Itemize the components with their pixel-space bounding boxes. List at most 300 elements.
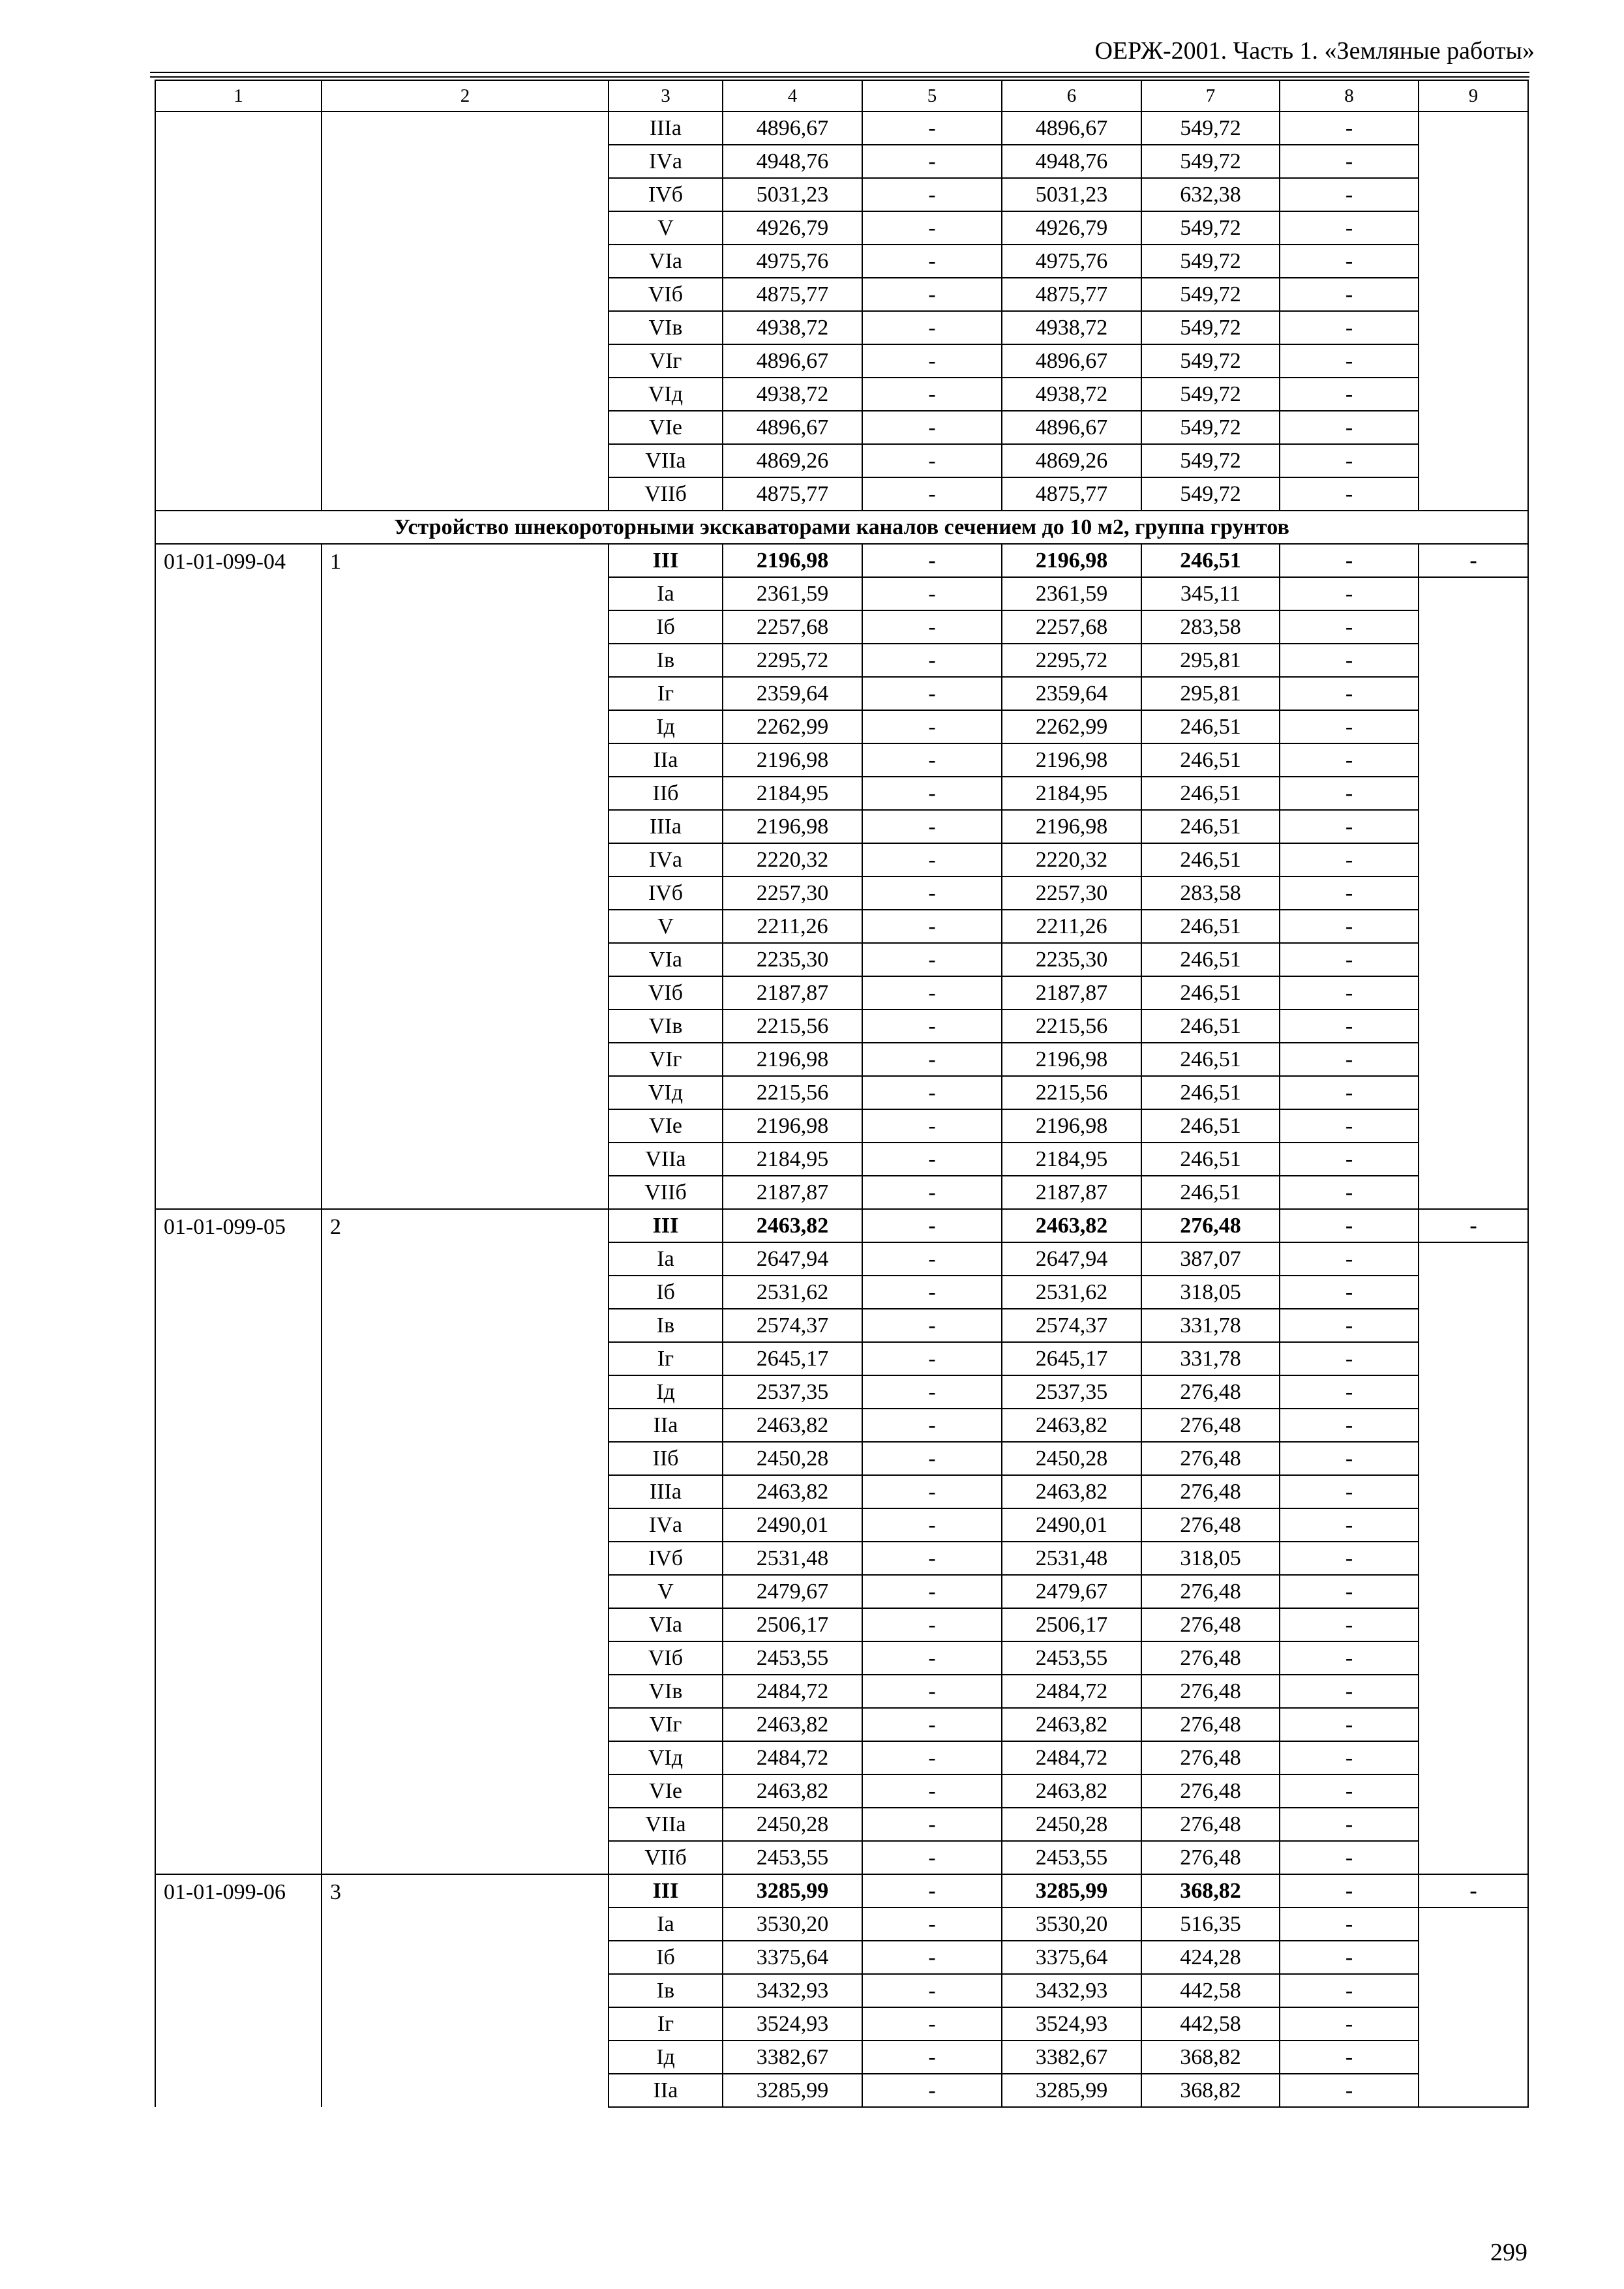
- value-cell: -: [1280, 910, 1419, 943]
- value-cell: 4948,76: [723, 145, 862, 178]
- value-cell: 4875,77: [723, 278, 862, 311]
- col9-cell: [1419, 311, 1528, 344]
- value-cell: 2537,35: [723, 1375, 862, 1409]
- value-cell: -: [1280, 1708, 1419, 1741]
- value-cell: 2196,98: [1002, 743, 1141, 777]
- col9-cell: [1419, 411, 1528, 444]
- value-cell: 549,72: [1141, 444, 1280, 477]
- code-cell: [155, 278, 322, 311]
- value-cell: -: [862, 278, 1002, 311]
- value-cell: 276,48: [1141, 1675, 1280, 1708]
- section-title: Устройство шнекороторными экскаваторами каналов сечением до 10 м2, группа грунтов: [155, 511, 1528, 544]
- soil-group-cell: III: [609, 544, 723, 577]
- value-cell: 2463,82: [723, 1409, 862, 1442]
- value-cell: -: [1280, 1176, 1419, 1209]
- value-cell: -: [1280, 2007, 1419, 2041]
- value-cell: 2184,95: [1002, 777, 1141, 810]
- value-cell: 345,11: [1141, 577, 1280, 610]
- soil-group-cell: VIе: [609, 1774, 723, 1808]
- value-cell: 3432,93: [1002, 1974, 1141, 2007]
- table-row: [155, 411, 1528, 444]
- soil-group-cell: IIа: [609, 2074, 723, 2107]
- name-cell: [322, 211, 609, 245]
- col9-cell: [1419, 1708, 1528, 1741]
- value-cell: 2295,72: [1002, 644, 1141, 677]
- value-cell: 2257,68: [723, 610, 862, 644]
- code-cell: [155, 211, 322, 245]
- value-cell: 2647,94: [723, 1242, 862, 1276]
- soil-group-cell: VIб: [609, 976, 723, 1010]
- value-cell: 3530,20: [1002, 1908, 1141, 1941]
- value-cell: -: [862, 843, 1002, 876]
- value-cell: -: [1280, 710, 1419, 743]
- soil-group-cell: IVа: [609, 145, 723, 178]
- value-cell: 4896,67: [1002, 112, 1141, 145]
- value-cell: -: [862, 677, 1002, 710]
- value-cell: 4869,26: [723, 444, 862, 477]
- value-cell: 2453,55: [1002, 1641, 1141, 1675]
- value-cell: -: [1280, 411, 1419, 444]
- value-cell: 2196,98: [1002, 544, 1141, 577]
- soil-group-cell: VIг: [609, 344, 723, 378]
- value-cell: -: [1280, 1874, 1419, 1908]
- col9-cell: [1419, 245, 1528, 278]
- value-cell: -: [862, 1542, 1002, 1575]
- value-cell: 246,51: [1141, 910, 1280, 943]
- value-cell: 549,72: [1141, 211, 1280, 245]
- value-cell: 2359,64: [1002, 677, 1141, 710]
- value-cell: -: [862, 610, 1002, 644]
- name-cell: [322, 344, 609, 378]
- value-cell: 246,51: [1141, 1043, 1280, 1076]
- value-cell: -: [1280, 1542, 1419, 1575]
- value-cell: -: [1280, 477, 1419, 511]
- value-cell: 424,28: [1141, 1941, 1280, 1974]
- soil-group-cell: Iб: [609, 1941, 723, 1974]
- value-cell: -: [1280, 378, 1419, 411]
- value-cell: 4875,77: [1002, 278, 1141, 311]
- soil-group-cell: Iб: [609, 610, 723, 644]
- value-cell: -: [862, 477, 1002, 511]
- soil-group-cell: VIе: [609, 1109, 723, 1143]
- value-cell: 276,48: [1141, 1409, 1280, 1442]
- value-cell: 2531,48: [1002, 1542, 1141, 1575]
- soil-group-cell: Iг: [609, 1342, 723, 1375]
- column-number-row: [155, 80, 1528, 112]
- soil-group-cell: IIб: [609, 777, 723, 810]
- col9-cell: [1419, 112, 1528, 145]
- soil-group-cell: IIIа: [609, 1475, 723, 1508]
- value-cell: 2220,32: [1002, 843, 1141, 876]
- value-cell: -: [1280, 1675, 1419, 1708]
- value-cell: -: [862, 876, 1002, 910]
- col9-cell: [1419, 1143, 1528, 1176]
- rate-name-cell: 3: [322, 1874, 609, 2107]
- table-row: [155, 477, 1528, 511]
- col9-cell: [1419, 2074, 1528, 2107]
- value-cell: 3285,99: [1002, 1874, 1141, 1908]
- value-cell: -: [862, 644, 1002, 677]
- col9-cell: [1419, 1076, 1528, 1109]
- col9-cell: [1419, 976, 1528, 1010]
- value-cell: 246,51: [1141, 1010, 1280, 1043]
- page-number: 299: [1490, 2239, 1527, 2266]
- value-cell: 2211,26: [723, 910, 862, 943]
- value-cell: 549,72: [1141, 378, 1280, 411]
- value-cell: 295,81: [1141, 644, 1280, 677]
- value-cell: 2453,55: [1002, 1841, 1141, 1874]
- col9-cell: [1419, 278, 1528, 311]
- col9-cell: [1419, 1608, 1528, 1641]
- value-cell: 2361,59: [1002, 577, 1141, 610]
- value-cell: -: [1280, 1508, 1419, 1542]
- value-cell: 2537,35: [1002, 1375, 1141, 1409]
- value-cell: 549,72: [1141, 145, 1280, 178]
- col9-cell: [1419, 1043, 1528, 1076]
- value-cell: 331,78: [1141, 1342, 1280, 1375]
- value-cell: -: [1280, 1375, 1419, 1409]
- name-cell: [322, 311, 609, 344]
- value-cell: 276,48: [1141, 1475, 1280, 1508]
- table-row: [155, 278, 1528, 311]
- value-cell: 3375,64: [1002, 1941, 1141, 1974]
- value-cell: -: [862, 1974, 1002, 2007]
- col9-cell: [1419, 1908, 1528, 1941]
- value-cell: -: [1280, 1475, 1419, 1508]
- value-cell: 2574,37: [723, 1309, 862, 1342]
- col9-cell: [1419, 1309, 1528, 1342]
- soil-group-cell: Iв: [609, 1974, 723, 2007]
- value-cell: -: [1280, 1309, 1419, 1342]
- value-cell: 2463,82: [1002, 1708, 1141, 1741]
- value-cell: -: [1280, 1442, 1419, 1475]
- soil-group-cell: VIIб: [609, 1176, 723, 1209]
- value-cell: 4938,72: [723, 311, 862, 344]
- value-cell: -: [1280, 943, 1419, 976]
- value-cell: -: [1280, 810, 1419, 843]
- value-cell: 2215,56: [723, 1010, 862, 1043]
- value-cell: 4926,79: [1002, 211, 1141, 245]
- soil-group-cell: Iа: [609, 1908, 723, 1941]
- value-cell: 318,05: [1141, 1542, 1280, 1575]
- value-cell: -: [862, 943, 1002, 976]
- value-cell: -: [1280, 677, 1419, 710]
- soil-group-cell: VIа: [609, 943, 723, 976]
- rate-code-cell: 01-01-099-05: [155, 1209, 322, 1874]
- value-cell: -: [1280, 1641, 1419, 1675]
- soil-group-cell: VIа: [609, 245, 723, 278]
- value-cell: -: [1280, 1409, 1419, 1442]
- col9-cell: [1419, 910, 1528, 943]
- col9-cell: -: [1419, 1209, 1528, 1242]
- value-cell: 246,51: [1141, 943, 1280, 976]
- value-cell: -: [1280, 1841, 1419, 1874]
- table-row: [155, 311, 1528, 344]
- section-header-row: [155, 511, 1528, 544]
- value-cell: 2196,98: [723, 810, 862, 843]
- value-cell: -: [862, 311, 1002, 344]
- soil-group-cell: IVа: [609, 1508, 723, 1542]
- value-cell: -: [1280, 1741, 1419, 1774]
- soil-group-cell: Iа: [609, 577, 723, 610]
- value-cell: 2506,17: [723, 1608, 862, 1641]
- value-cell: 276,48: [1141, 1608, 1280, 1641]
- col9-cell: [1419, 1675, 1528, 1708]
- column-number-cell: 8: [1280, 80, 1419, 112]
- value-cell: 4948,76: [1002, 145, 1141, 178]
- value-cell: -: [1280, 1010, 1419, 1043]
- soil-group-cell: Iг: [609, 2007, 723, 2041]
- col9-cell: [1419, 444, 1528, 477]
- value-cell: -: [862, 1774, 1002, 1808]
- value-cell: 2490,01: [723, 1508, 862, 1542]
- value-cell: 276,48: [1141, 1708, 1280, 1741]
- value-cell: -: [862, 1575, 1002, 1608]
- table-row: [155, 378, 1528, 411]
- table-row: [155, 145, 1528, 178]
- value-cell: 246,51: [1141, 976, 1280, 1010]
- value-cell: -: [862, 1209, 1002, 1242]
- col9-cell: [1419, 777, 1528, 810]
- value-cell: 2645,17: [723, 1342, 862, 1375]
- value-cell: 4938,72: [1002, 311, 1141, 344]
- col9-cell: [1419, 2041, 1528, 2074]
- soil-group-cell: V: [609, 211, 723, 245]
- value-cell: 246,51: [1141, 743, 1280, 777]
- value-cell: 276,48: [1141, 1741, 1280, 1774]
- rate-name-cell: 1: [322, 544, 609, 1209]
- value-cell: -: [862, 1010, 1002, 1043]
- col9-cell: -: [1419, 544, 1528, 577]
- value-cell: -: [1280, 278, 1419, 311]
- value-cell: 276,48: [1141, 1442, 1280, 1475]
- value-cell: -: [862, 178, 1002, 211]
- value-cell: 246,51: [1141, 1076, 1280, 1109]
- value-cell: -: [862, 1276, 1002, 1309]
- col9-cell: [1419, 1508, 1528, 1542]
- col9-cell: [1419, 477, 1528, 511]
- value-cell: -: [1280, 777, 1419, 810]
- value-cell: -: [862, 1675, 1002, 1708]
- value-cell: 549,72: [1141, 411, 1280, 444]
- table-row: [155, 1874, 1528, 1908]
- col9-cell: [1419, 843, 1528, 876]
- value-cell: 2257,68: [1002, 610, 1141, 644]
- value-cell: 4926,79: [723, 211, 862, 245]
- value-cell: 2484,72: [723, 1675, 862, 1708]
- value-cell: -: [862, 378, 1002, 411]
- rate-name-cell: 2: [322, 1209, 609, 1874]
- soil-group-cell: IIа: [609, 1409, 723, 1442]
- value-cell: -: [862, 1741, 1002, 1774]
- soil-group-cell: VIв: [609, 311, 723, 344]
- value-cell: 2479,67: [1002, 1575, 1141, 1608]
- value-cell: 2463,82: [723, 1774, 862, 1808]
- col9-cell: [1419, 1542, 1528, 1575]
- soil-group-cell: VIг: [609, 1708, 723, 1741]
- value-cell: -: [1280, 1242, 1419, 1276]
- soil-group-cell: IVб: [609, 1542, 723, 1575]
- value-cell: 549,72: [1141, 311, 1280, 344]
- value-cell: -: [1280, 876, 1419, 910]
- column-number-cell: 1: [155, 80, 322, 112]
- value-cell: 3375,64: [723, 1941, 862, 1974]
- value-cell: -: [1280, 2074, 1419, 2107]
- value-cell: 2359,64: [723, 677, 862, 710]
- value-cell: -: [862, 1641, 1002, 1675]
- value-cell: 2361,59: [723, 577, 862, 610]
- col9-cell: [1419, 378, 1528, 411]
- value-cell: 2484,72: [1002, 1675, 1141, 1708]
- value-cell: -: [1280, 2041, 1419, 2074]
- soil-group-cell: VIIа: [609, 444, 723, 477]
- value-cell: -: [1280, 1974, 1419, 2007]
- table-row: [155, 544, 1528, 577]
- soil-group-cell: VIг: [609, 1043, 723, 1076]
- value-cell: -: [1280, 544, 1419, 577]
- value-cell: -: [862, 577, 1002, 610]
- value-cell: 2531,62: [1002, 1276, 1141, 1309]
- value-cell: -: [862, 1442, 1002, 1475]
- soil-group-cell: VIIб: [609, 1841, 723, 1874]
- value-cell: -: [1280, 444, 1419, 477]
- col9-cell: [1419, 1242, 1528, 1276]
- soil-group-cell: VIIа: [609, 1808, 723, 1841]
- value-cell: 276,48: [1141, 1575, 1280, 1608]
- col9-cell: [1419, 610, 1528, 644]
- col9-cell: [1419, 1841, 1528, 1874]
- table-row: [155, 344, 1528, 378]
- value-cell: -: [1280, 1076, 1419, 1109]
- value-cell: 368,82: [1141, 2074, 1280, 2107]
- value-cell: 2463,82: [1002, 1475, 1141, 1508]
- col9-cell: [1419, 1375, 1528, 1409]
- value-cell: 2450,28: [1002, 1442, 1141, 1475]
- header-rule: [150, 72, 1529, 73]
- column-number-cell: 5: [862, 80, 1002, 112]
- soil-group-cell: IVб: [609, 178, 723, 211]
- soil-group-cell: VIд: [609, 1076, 723, 1109]
- value-cell: -: [862, 1043, 1002, 1076]
- code-cell: [155, 112, 322, 145]
- value-cell: -: [1280, 1209, 1419, 1242]
- value-cell: -: [1280, 1608, 1419, 1641]
- value-cell: 2647,94: [1002, 1242, 1141, 1276]
- value-cell: 2490,01: [1002, 1508, 1141, 1542]
- value-cell: 4875,77: [1002, 477, 1141, 511]
- value-cell: 3432,93: [723, 1974, 862, 2007]
- soil-group-cell: Iв: [609, 644, 723, 677]
- soil-group-cell: IVб: [609, 876, 723, 910]
- value-cell: 4869,26: [1002, 444, 1141, 477]
- name-cell: [322, 477, 609, 511]
- table-row: [155, 112, 1528, 145]
- value-cell: 4896,67: [1002, 344, 1141, 378]
- value-cell: -: [1280, 976, 1419, 1010]
- value-cell: 632,38: [1141, 178, 1280, 211]
- rate-code-cell: 01-01-099-06: [155, 1874, 322, 2107]
- soil-group-cell: Iд: [609, 1375, 723, 1409]
- value-cell: -: [862, 810, 1002, 843]
- value-cell: 2450,28: [723, 1808, 862, 1841]
- value-cell: -: [1280, 178, 1419, 211]
- value-cell: -: [862, 211, 1002, 245]
- value-cell: 246,51: [1141, 777, 1280, 810]
- soil-group-cell: VIд: [609, 1741, 723, 1774]
- value-cell: -: [1280, 644, 1419, 677]
- value-cell: 2215,56: [1002, 1010, 1141, 1043]
- soil-group-cell: Iг: [609, 677, 723, 710]
- col9-cell: [1419, 1774, 1528, 1808]
- soil-group-cell: VIб: [609, 278, 723, 311]
- value-cell: -: [1280, 1143, 1419, 1176]
- name-cell: [322, 112, 609, 145]
- value-cell: -: [862, 1941, 1002, 1974]
- value-cell: 246,51: [1141, 544, 1280, 577]
- value-cell: 3285,99: [1002, 2074, 1141, 2107]
- value-cell: -: [1280, 211, 1419, 245]
- table-row: [155, 444, 1528, 477]
- value-cell: -: [1280, 245, 1419, 278]
- value-cell: -: [1280, 311, 1419, 344]
- value-cell: 2463,82: [723, 1209, 862, 1242]
- col9-cell: [1419, 211, 1528, 245]
- name-cell: [322, 411, 609, 444]
- code-cell: [155, 178, 322, 211]
- value-cell: 442,58: [1141, 2007, 1280, 2041]
- code-cell: [155, 477, 322, 511]
- value-cell: 2215,56: [723, 1076, 862, 1109]
- soil-group-cell: Iа: [609, 1242, 723, 1276]
- col9-cell: [1419, 810, 1528, 843]
- value-cell: 549,72: [1141, 278, 1280, 311]
- value-cell: 246,51: [1141, 843, 1280, 876]
- value-cell: 2506,17: [1002, 1608, 1141, 1641]
- value-cell: 246,51: [1141, 810, 1280, 843]
- value-cell: -: [862, 1242, 1002, 1276]
- value-cell: 5031,23: [723, 178, 862, 211]
- value-cell: 3285,99: [723, 2074, 862, 2107]
- value-cell: 3524,93: [1002, 2007, 1141, 2041]
- value-cell: -: [862, 411, 1002, 444]
- value-cell: 246,51: [1141, 1143, 1280, 1176]
- value-cell: 2196,98: [723, 1043, 862, 1076]
- column-number-cell: 4: [723, 80, 862, 112]
- value-cell: -: [862, 1708, 1002, 1741]
- value-cell: -: [862, 1176, 1002, 1209]
- soil-group-cell: VIв: [609, 1675, 723, 1708]
- value-cell: 2463,82: [723, 1475, 862, 1508]
- soil-group-cell: VIв: [609, 1010, 723, 1043]
- col9-cell: [1419, 178, 1528, 211]
- value-cell: 2257,30: [723, 876, 862, 910]
- value-cell: -: [1280, 743, 1419, 777]
- value-cell: 2262,99: [723, 710, 862, 743]
- value-cell: -: [862, 1309, 1002, 1342]
- col9-cell: [1419, 2007, 1528, 2041]
- value-cell: -: [1280, 843, 1419, 876]
- col9-cell: [1419, 1442, 1528, 1475]
- soil-group-cell: III: [609, 1874, 723, 1908]
- value-cell: -: [862, 1874, 1002, 1908]
- col9-cell: [1419, 1941, 1528, 1974]
- value-cell: 4896,67: [723, 344, 862, 378]
- running-header: ОЕРЖ-2001. Часть 1. «Земляные работы»: [1094, 37, 1535, 65]
- value-cell: 4938,72: [723, 378, 862, 411]
- value-cell: -: [862, 743, 1002, 777]
- col9-cell: [1419, 344, 1528, 378]
- value-cell: 276,48: [1141, 1508, 1280, 1542]
